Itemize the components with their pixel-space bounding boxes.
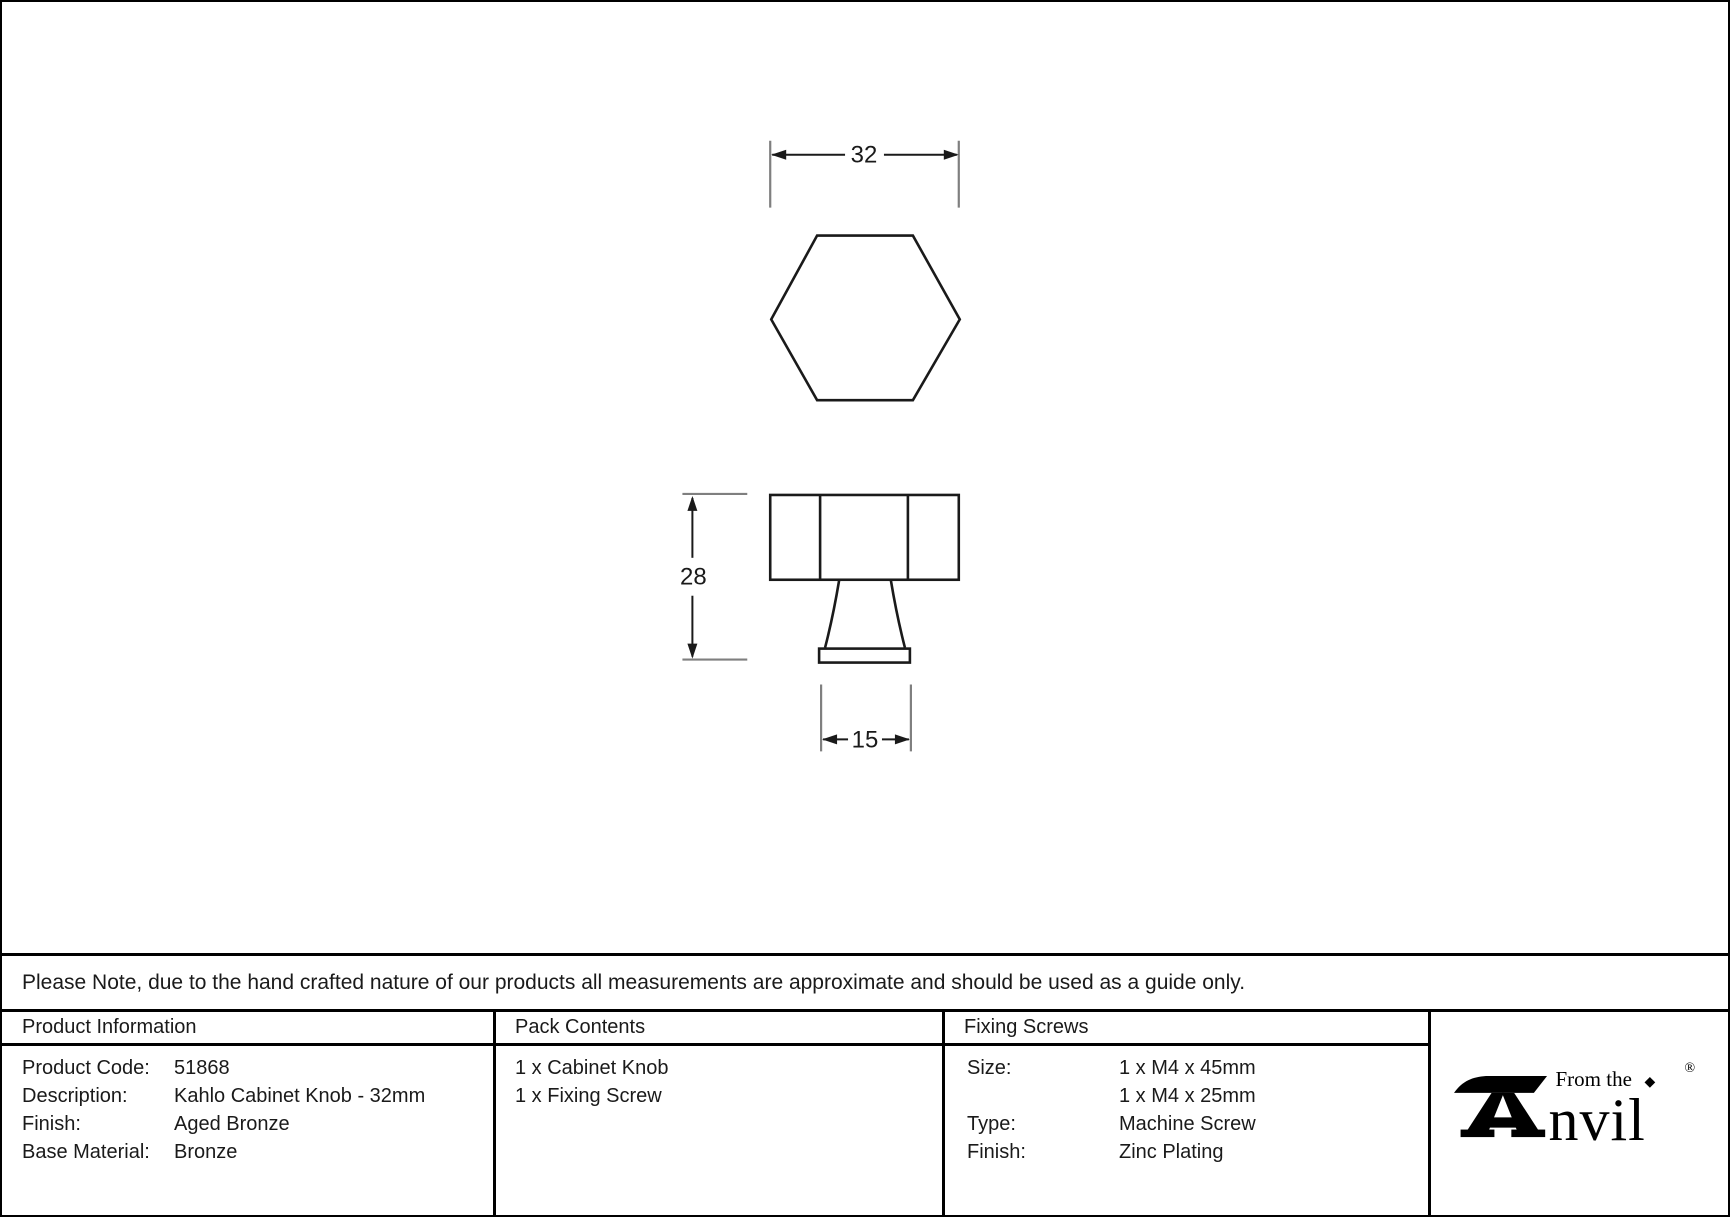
arrow-right-icon xyxy=(944,150,959,160)
arrow-base-right-icon xyxy=(895,734,910,744)
product-information-header: Product Information xyxy=(2,1012,493,1046)
knob-base-plate xyxy=(819,649,910,663)
knob-top-view-hexagon xyxy=(771,236,960,401)
technical-drawing xyxy=(2,2,1728,953)
row-value: 1 x M4 x 25mm xyxy=(1119,1085,1256,1107)
knob-side-view xyxy=(770,495,959,663)
top-view-width-dimension xyxy=(770,141,959,208)
table-row xyxy=(945,1054,1428,1082)
table-row xyxy=(2,1082,493,1110)
dimension-label-width: 32 xyxy=(850,141,878,169)
diamond-icon: ◆ xyxy=(1644,1072,1656,1089)
arrow-base-left-icon xyxy=(822,734,837,744)
row-label: Finish: xyxy=(22,1113,81,1135)
fixing-screws-section xyxy=(945,1012,1431,1215)
side-view-height-dimension xyxy=(680,494,747,660)
list-item: 1 x Fixing Screw xyxy=(515,1085,662,1107)
row-label: Size: xyxy=(967,1057,1012,1079)
row-value: 51868 xyxy=(174,1057,230,1079)
pack-contents-section xyxy=(496,1012,945,1215)
knob-head-outline xyxy=(770,495,959,580)
fixing-screws-body xyxy=(945,1046,1428,1166)
row-value: Machine Screw xyxy=(1119,1113,1256,1135)
row-label: Finish: xyxy=(967,1141,1026,1163)
measurement-note-row xyxy=(2,953,1728,1009)
row-label: Base Material: xyxy=(22,1141,150,1163)
product-information-body xyxy=(2,1046,493,1166)
logo-tagline: From the xyxy=(1555,1066,1632,1091)
spec-table xyxy=(2,1009,1728,1215)
arrow-down-icon xyxy=(687,644,697,659)
row-value: 1 x M4 x 45mm xyxy=(1119,1057,1256,1079)
registered-trademark-icon: ® xyxy=(1684,1060,1696,1076)
table-row xyxy=(945,1138,1428,1166)
row-label: Type: xyxy=(967,1113,1016,1135)
row-label: Product Code: xyxy=(22,1057,150,1079)
arrow-left-icon xyxy=(771,150,786,160)
pack-contents-header: Pack Contents xyxy=(496,1012,942,1046)
row-value: Bronze xyxy=(174,1141,238,1163)
table-row xyxy=(945,1110,1428,1138)
anvil-icon xyxy=(1454,1070,1548,1144)
row-label xyxy=(967,1082,1119,1110)
table-row xyxy=(945,1082,1428,1110)
brand-logo-cell xyxy=(1431,1012,1728,1215)
logo-brand-text: nvil xyxy=(1548,1086,1646,1153)
row-label: Description: xyxy=(22,1085,128,1107)
dimension-label-base: 15 xyxy=(851,726,879,754)
table-row xyxy=(2,1054,493,1082)
knob-drawing-svg xyxy=(2,2,1728,953)
side-view-base-dimension xyxy=(821,685,911,754)
table-row xyxy=(2,1138,493,1166)
fixing-screws-header: Fixing Screws xyxy=(945,1012,1428,1046)
row-value: Kahlo Cabinet Knob - 32mm xyxy=(174,1085,426,1107)
measurement-note-text: Please Note, due to the hand crafted nature of our products all measurements are approximate and should be used as a guide only. xyxy=(22,970,1246,994)
list-item: 1 x Cabinet Knob xyxy=(515,1057,669,1079)
dimension-label-height: 28 xyxy=(680,563,707,591)
row-value: Zinc Plating xyxy=(1119,1141,1224,1163)
row-value: Aged Bronze xyxy=(174,1113,290,1135)
from-the-anvil-logo xyxy=(1454,1060,1706,1153)
stem-side-right xyxy=(891,581,905,648)
stem-side-left xyxy=(825,581,839,648)
arrow-up-icon xyxy=(687,496,697,511)
product-information-section xyxy=(2,1012,496,1215)
pack-contents-body xyxy=(496,1046,942,1110)
table-row xyxy=(2,1110,493,1138)
